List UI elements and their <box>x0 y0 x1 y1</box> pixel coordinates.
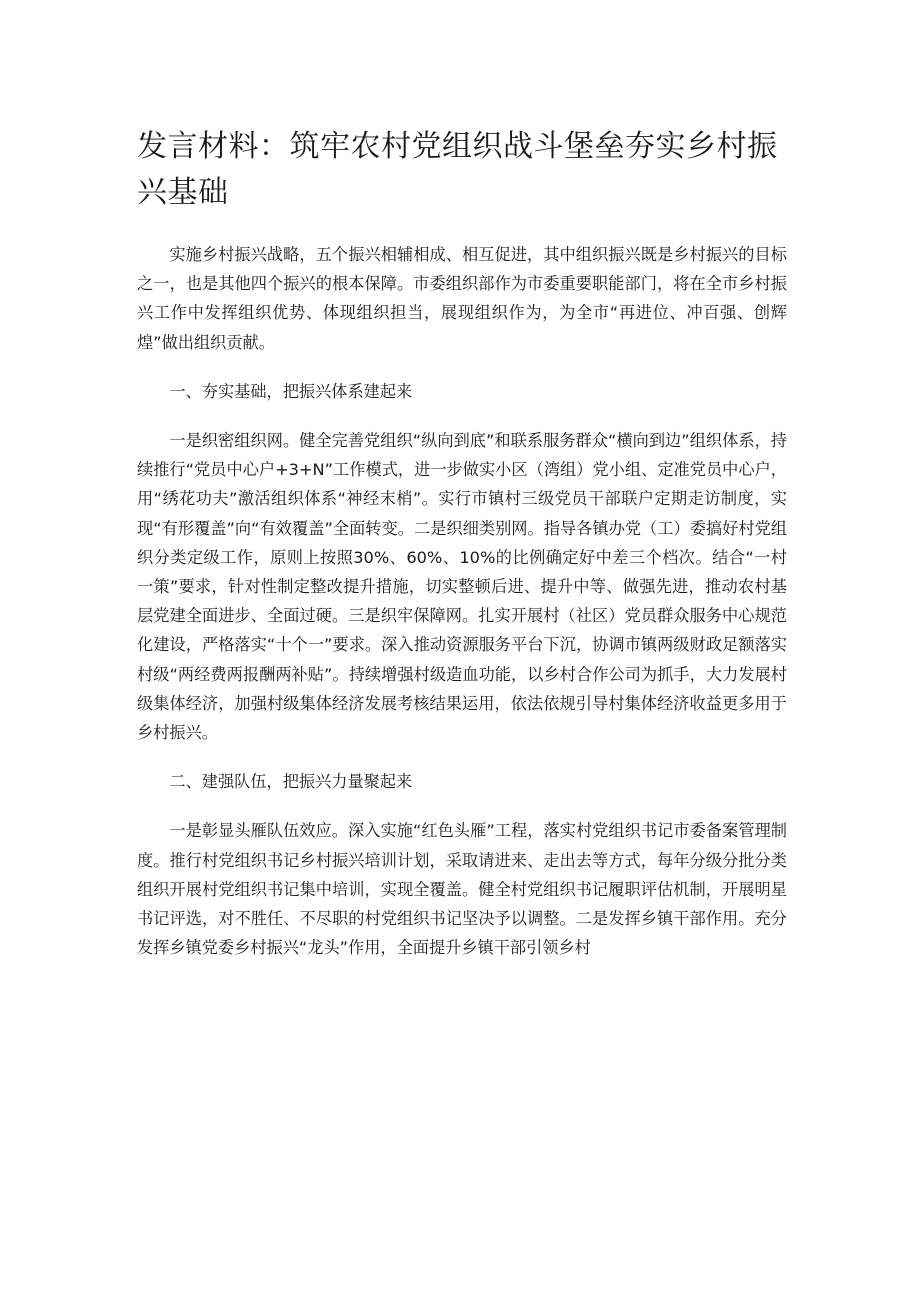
section-heading-1: 一、夯实基础，把振兴体系建起来 <box>169 381 413 401</box>
intro-paragraph: 实施乡村振兴战略，五个振兴相辅相成、相互促进，其中组织振兴既是乡村振兴的目标之一，也是其他四个振兴的根本保障。市委组织部作为市委重要职能部门，将在全市乡村振兴工作中发挥组织优势、体现组织担当，展现组织作为，为全市“再进位、冲百强、创辉煌”做出组织贡献。 <box>137 245 787 352</box>
section-paragraph-1: 一是织密组织网。健全完善党组织“纵向到底”和联系服务群众“横向到边”组织体系，持续推行“党员中心户+3+N”工作模式，进一步做实小区（湾组）党小组、定准党员中心户，用“绣花功夫”激活组织体系“神经末梢”。实行市镇村三级党员干部联户定期走访制度，实现“有形覆盖”向“有效覆盖”全面转变。二是织细类别网。指导各镇办党（工）委搞好村党组织分类定级工作，原则上按照30%、60%、10%的比例确定好中差三个档次。结合“一村一策”要求，针对性制定整改提升措施，切实整顿后进、提升中等、做强先进，推动农村基层党建全面进步、全面过硬。三是织牢保障网。扎实开展村（社区）党员群众服务中心规范化建设，严格落实“十个一”要求。深入推动资源服务平台下沉，协调市镇两级财政足额落实村级“两经费两报酬两补贴”。持续增强村级造血功能，以乡村合作公司为抓手，大力发展村级集体经济，加强村级集体经济发展考核结果运用，依法依规引导村集体经济收益更多用于乡村振兴。 <box>137 431 787 743</box>
section-heading-2: 二、建强队伍，把振兴力量聚起来 <box>169 772 413 792</box>
document-body <box>137 240 787 962</box>
section-paragraph-2: 一是彰显头雁队伍效应。深入实施“红色头雁”工程，落实村党组织书记市委备案管理制度。推行村党组织书记乡村振兴培训计划，采取请进来、走出去等方式，每年分级分批分类组织开展村党组织书记集中培训，实现全覆盖。健全村党组织书记履职评估机制，开展明星书记评选，对不胜任、不尽职的村党组织书记坚决予以调整。二是发挥乡镇干部作用。充分发挥乡镇党委乡村振兴“龙头”作用，全面提升乡镇干部引领乡村 <box>137 821 787 958</box>
document-title: 发言材料：筑牢农村党组织战斗堡垒夯实乡村振兴基础 <box>137 129 778 210</box>
